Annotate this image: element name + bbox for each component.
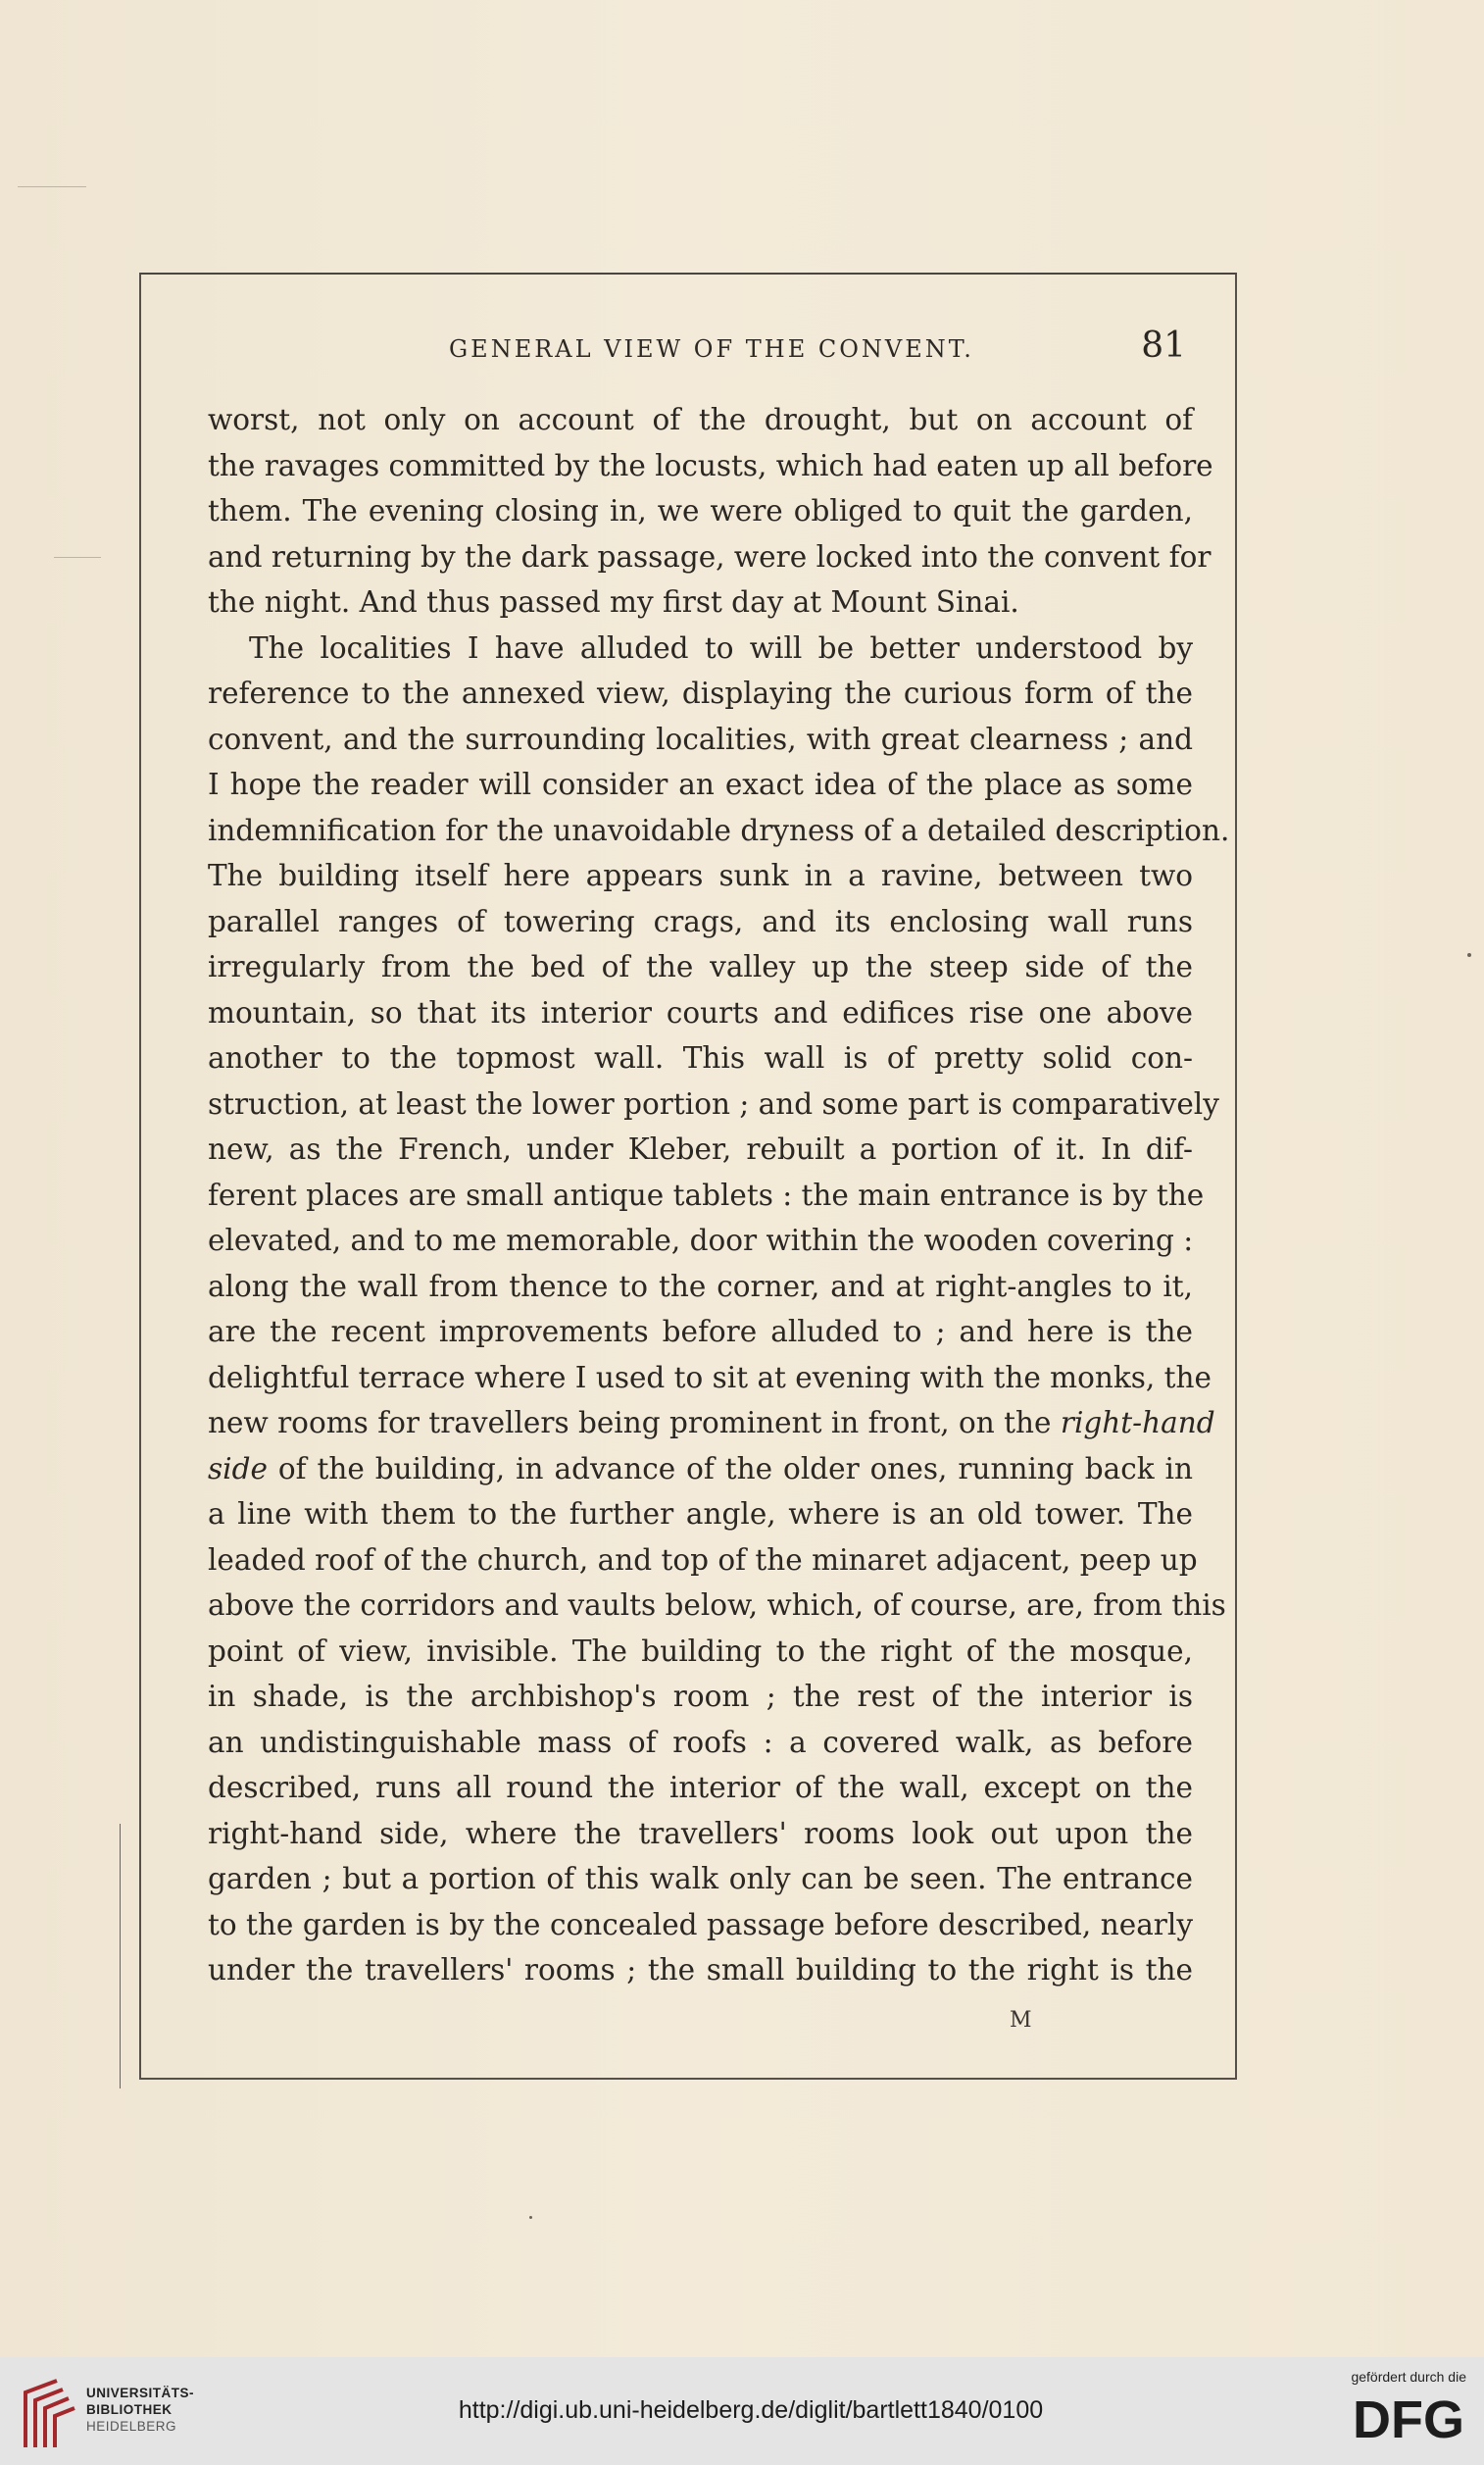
text-line: garden ; but a portion of this walk only can be seen. The entrance	[208, 1862, 1193, 1895]
line-text: of the building, in advance of the older ones, running back in	[277, 1451, 1193, 1485]
text-line: ferent places are small antique tablets : the main entrance is by the	[208, 1178, 1205, 1212]
margin-rule	[54, 557, 101, 558]
text-line: The building itself here appears sunk in a ravine, between two	[208, 859, 1193, 892]
text-line	[208, 1400, 1215, 1446]
text-line: convent, and the surrounding localities, with great clearness ; and	[208, 722, 1193, 756]
text-line: a line with them to the further angle, where is an old tower. The	[208, 1497, 1193, 1531]
text-line: delightful terrace where I used to sit at evening with the monks, the	[208, 1360, 1212, 1394]
text-line: The localities I have alluded to will be better understood by	[249, 630, 1193, 665]
text-line: the ravages committed by the locusts, which had eaten up all before	[208, 448, 1213, 482]
paper-speck	[529, 2216, 532, 2219]
library-logo-icon	[18, 2379, 80, 2449]
text-line: parallel ranges of towering crags, and its enclosing wall runs	[208, 904, 1193, 938]
library-name-line: HEIDELBERG	[86, 2419, 177, 2434]
italic-text: side	[208, 1451, 268, 1485]
italic-text: right-hand	[1060, 1406, 1215, 1439]
line-text: new rooms for travellers being prominent in front, on the	[208, 1406, 1052, 1439]
signature-mark: M	[1010, 2008, 1033, 2033]
dfg-logo-text: DFG	[1353, 2390, 1464, 2449]
text-line: I hope the reader will consider an exact idea of the place as some	[208, 768, 1193, 801]
text-line: point of view, invisible. The building to the right of the mosque,	[208, 1634, 1193, 1668]
text-line: elevated, and to me memorable, door within the wooden covering :	[208, 1224, 1194, 1257]
paper-speck	[1467, 953, 1471, 957]
text-line: along the wall from thence to the corner, and at right-angles to it,	[208, 1269, 1193, 1303]
sponsor	[1319, 2369, 1466, 2449]
library-name-line: BIBLIOTHEK	[86, 2402, 173, 2417]
text-line: reference to the annexed view, displaying the curious form of the	[208, 677, 1193, 710]
text-line: in shade, is the archbishop's room ; the rest of the interior is	[208, 1680, 1193, 1713]
text-line: irregularly from the bed of the valley up the steep side of the	[208, 950, 1193, 983]
running-head	[206, 326, 1186, 375]
footer-band	[0, 2357, 1484, 2465]
text-line: indemnification for the unavoidable dryness of a detailed description.	[208, 813, 1230, 847]
sponsor-caption: gefördert durch die	[1351, 2369, 1466, 2385]
text-line: struction, at least the lower portion ; and some part is comparatively	[208, 1086, 1219, 1121]
running-title: GENERAL VIEW OF THE CONVENT.	[449, 335, 974, 363]
text-line: and returning by the dark passage, were locked into the convent for	[208, 539, 1212, 574]
page-number: 81	[1141, 326, 1186, 366]
library-name-line: UNIVERSITÄTS-	[86, 2386, 195, 2400]
text-line: under the travellers' rooms ; the small building to the right is the	[208, 1953, 1193, 1987]
text-line: worst, not only on account of the drought, but on account of	[208, 403, 1193, 436]
body-text	[208, 397, 1230, 1993]
text-line: them. The evening closing in, we were obliged to quit the garden,	[208, 494, 1193, 528]
text-line: mountain, so that its interior courts and edifices rise one above	[208, 995, 1193, 1030]
text-line: leaded roof of the church, and top of the minaret adjacent, peep up	[208, 1542, 1198, 1577]
text-line: to the garden is by the concealed passage before described, nearly	[208, 1907, 1193, 1941]
text-line: new, as the French, under Kleber, rebuilt a portion of it. In dif-	[208, 1132, 1193, 1166]
text-line: the night. And thus passed my first day at Mount Sinai.	[208, 585, 1019, 619]
library-name	[86, 2385, 194, 2435]
text-line: described, runs all round the interior of the wall, except on the	[208, 1771, 1193, 1804]
text-line	[208, 1446, 1193, 1492]
text-line: right-hand side, where the travellers' rooms look out upon the	[208, 1816, 1193, 1850]
text-line: an undistinguishable mass of roofs : a covered walk, as before	[208, 1725, 1193, 1759]
text-line: are the recent improvements before alluded to ; and here is the	[208, 1315, 1193, 1348]
text-line: another to the topmost wall. This wall is of pretty solid con-	[208, 1041, 1193, 1075]
margin-rule	[18, 186, 86, 187]
dfg-logo-icon	[1329, 2390, 1466, 2449]
permalink-url[interactable]: http://digi.ub.uni-heidelberg.de/diglit/bartlett1840/0100	[458, 2396, 1044, 2424]
text-line: above the corridors and vaults below, which, of course, are, from this	[208, 1588, 1226, 1622]
